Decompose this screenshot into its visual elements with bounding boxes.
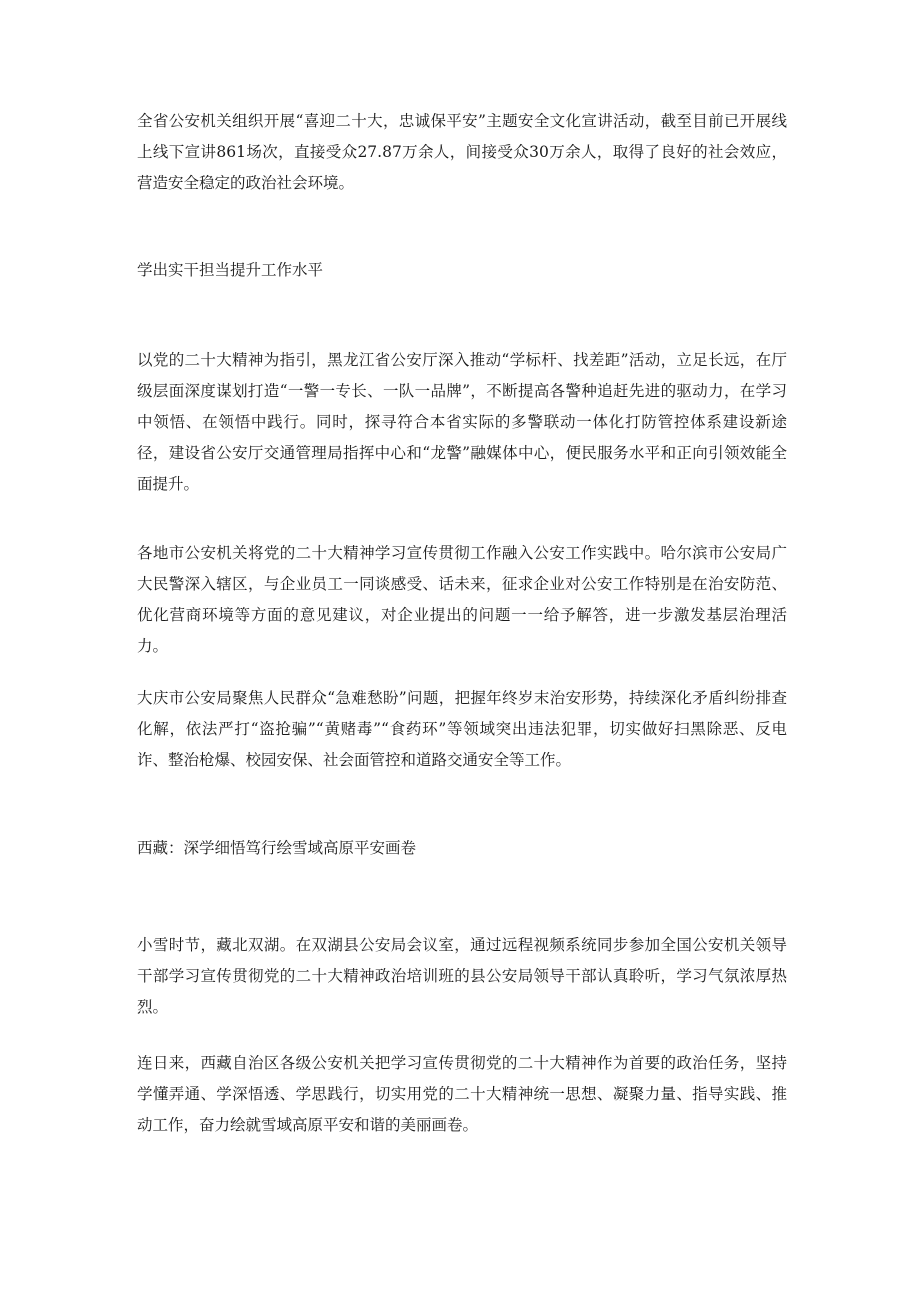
paragraph-daqing-police: 大庆市公安局聚焦人民群众“急难愁盼”问题，把握年终岁末治安形势，持续深化矛盾纠纷排查化解，依法严打“盗抢骗”“黄赌毒”“食药环”等领域突出违法犯罪，切实做好扫黑除恶、反电诈、整治枪爆、校园安保、社会面管控和道路交通安全等工作。 bbox=[137, 689, 787, 769]
paragraph-shuanghu-meeting: 小雪时节，藏北双湖。在双湖县公安局会议室，通过远程视频系统同步参加全国公安机关领导干部学习宣传贯彻党的二十大精神政治培训班的县公安局领导干部认真聆听，学习气氛浓厚热烈。 bbox=[137, 936, 787, 1016]
paragraph-heilongjiang-guidance: 以党的二十大精神为指引，黑龙江省公安厅深入推动“学标杆、找差距”活动，立足长远，在厅级层面深度谋划打造“一警一专长、一队一品牌”，不断提高各警种追赶先进的驱动力，在学习中领悟、在领悟中践行。同时，探寻符合本省实际的多警联动一体化打防管控体系建设新途径，建设省公安厅交通管理局指挥中心和“龙警”融媒体中心，便民服务水平和正向引领效能全面提升。 bbox=[137, 351, 787, 493]
section-heading-practical-work: 学出实干担当提升工作水平 bbox=[137, 261, 324, 279]
paragraph-harbin-police: 各地市公安机关将党的二十大精神学习宣传贯彻工作融入公安工作实践中。哈尔滨市公安局广大民警深入辖区，与企业员工一同谈感受、话未来，征求企业对公安工作特别是在治安防范、优化营商环境等方面的意见建议，对企业提出的问题一一给予解答，进一步激发基层治理活力。 bbox=[137, 544, 787, 655]
paragraph-publicity-campaign: 全省公安机关组织开展“喜迎二十大，忠诚保平安”主题安全文化宣讲活动，截至目前已开展线上线下宣讲861场次，直接受众27.87万余人，间接受众30万余人，取得了良好的社会效应，营造安全稳定的政治社会环境。 bbox=[137, 112, 787, 192]
paragraph-tibet-organs: 连日来，西藏自治区各级公安机关把学习宣传贯彻党的二十大精神作为首要的政治任务，坚持学懂弄通、学深悟透、学思践行，切实用党的二十大精神统一思想、凝聚力量、指导实践、推动工作，奋力绘就雪域高原平安和谐的美丽画卷。 bbox=[137, 1054, 787, 1134]
section-heading-tibet: 西藏：深学细悟笃行绘雪域高原平安画卷 bbox=[137, 839, 417, 857]
